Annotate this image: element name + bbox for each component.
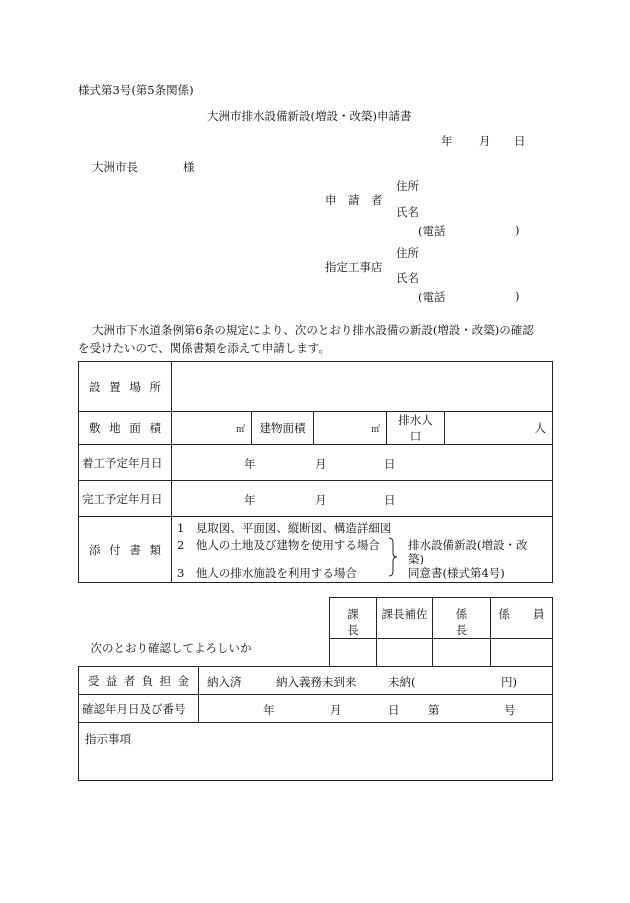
applicant-address-label: 住所 (396, 179, 419, 193)
confirm-field[interactable] (199, 695, 553, 723)
stamp-subsection-chief[interactable] (433, 639, 491, 667)
building-area-unit: ㎡ (370, 425, 380, 435)
approval-table (78, 597, 553, 781)
attachment-item-3: 3 他人の排水施設を利用する場合 (177, 566, 357, 580)
fee-not-due: 納入義務未到来 (276, 675, 357, 689)
instructions-label: 指示事項 (85, 732, 131, 746)
building-area-field[interactable] (314, 412, 387, 445)
fee-paid: 納入済 (207, 675, 242, 689)
role-staff: 係 員 (491, 598, 553, 639)
consent-line1: 排水設備新設(増設・改 (408, 538, 528, 552)
start-date-field[interactable] (172, 445, 553, 481)
addressee-honorific: 様 (183, 160, 195, 174)
drain-population-label: 排水人口 (387, 412, 445, 445)
contractor-name-label: 氏名 (396, 271, 419, 285)
stamp-deputy-chief[interactable] (377, 639, 433, 667)
confirm-label: 確認年月日及び番号 (79, 695, 199, 723)
start-date-label: 着工予定年月日 (79, 445, 172, 481)
date-year: 年 (441, 134, 453, 148)
start-date-month: 月 (315, 457, 327, 471)
applicant-name-label: 氏名 (396, 205, 419, 219)
role-section-chief: 課 長 (330, 598, 377, 639)
attachment-item-1: 1 見取図、平面図、縦断図、構造詳細図 (177, 521, 392, 535)
fee-status-field[interactable] (199, 667, 553, 695)
date-day: 日 (514, 134, 526, 148)
body-text-line1: 大洲市下水道条例第6条の規定により、次のとおり排水設備の新設(増設・改築)の確認 (92, 323, 534, 337)
end-date-label: 完工予定年月日 (79, 481, 172, 517)
date-month: 月 (479, 134, 491, 148)
contractor-label: 指定工事店 (325, 260, 383, 274)
consent-line2: 築) (408, 552, 424, 566)
application-table (78, 361, 553, 583)
building-area-label: 建物面積 (252, 412, 314, 445)
form-number: 様式第3号(第5条関係) (78, 83, 194, 97)
consent-line3: 同意書(様式第4号) (408, 566, 505, 580)
confirm-number-suffix: 号 (504, 703, 516, 717)
stamp-section-chief[interactable] (330, 639, 377, 667)
applicant-phone-label: (電話 (418, 224, 446, 238)
contractor-phone-close: ) (515, 289, 520, 303)
end-date-field[interactable] (172, 481, 553, 517)
start-date-day: 日 (384, 457, 396, 471)
applicant-phone-close: ) (515, 223, 520, 237)
addressee-name: 大洲市長 (92, 160, 138, 174)
applicant-label: 申 請 者 (325, 193, 383, 207)
fee-yen: 円) (501, 675, 517, 689)
approval-question: 次のとおり確認してよろしいか (79, 598, 330, 667)
confirm-number-prefix: 第 (428, 703, 440, 717)
attachments-cell (172, 517, 553, 583)
site-area-unit: ㎡ (235, 425, 245, 435)
attachment-item-2: 2 他人の土地及び建物を使用する場合 (177, 538, 380, 552)
contractor-address-label: 住所 (396, 246, 419, 260)
contractor-phone-label: (電話 (418, 290, 446, 304)
body-text-line2: を受けたいので、関係書類を添えて申請します。 (78, 341, 330, 355)
drain-population-field[interactable] (445, 412, 553, 445)
role-subsection-chief: 係 長 (433, 598, 491, 639)
brace-icon (388, 537, 398, 577)
location-field[interactable] (172, 362, 553, 412)
stamp-staff[interactable] (491, 639, 553, 667)
person-unit: 人 (534, 421, 547, 435)
document-title: 大洲市排水設備新設(増設・改築)申請書 (207, 109, 412, 123)
end-date-day: 日 (384, 493, 396, 507)
confirm-month: 月 (330, 703, 342, 717)
confirm-day: 日 (388, 703, 400, 717)
end-date-month: 月 (315, 493, 327, 507)
fee-label: 受益者負担金 (88, 673, 189, 688)
site-area-label: 敷地面積 (89, 421, 161, 435)
instructions-field[interactable] (79, 723, 553, 781)
confirm-year: 年 (263, 703, 275, 717)
end-date-year: 年 (244, 493, 256, 507)
fee-unpaid: 未納( (388, 675, 416, 689)
site-area-field[interactable] (172, 412, 252, 445)
start-date-year: 年 (244, 457, 256, 471)
attachments-label: 添付書類 (89, 542, 161, 557)
location-label: 設置場所 (89, 379, 161, 394)
role-deputy-chief: 課長補佐 (377, 598, 433, 639)
